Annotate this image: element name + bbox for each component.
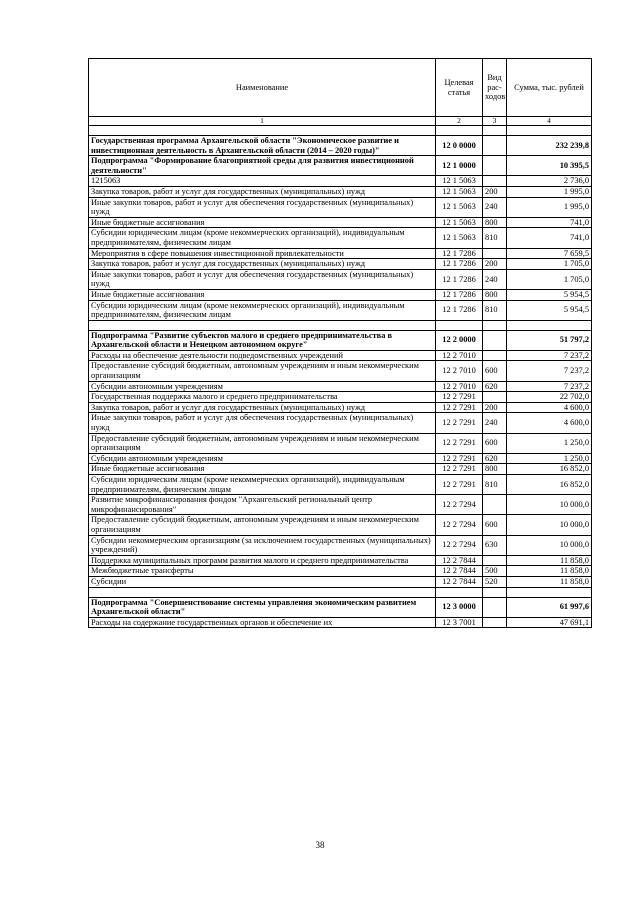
cell-article: 12 2 7291 [436,402,483,413]
spacer-row [89,587,592,597]
table-row [89,259,592,270]
cell-expense-type: 200 [483,259,507,270]
cell-expense-type: 810 [483,300,507,320]
cell-expense-type: 600 [483,433,507,453]
table-row [89,361,592,381]
cell-sum: 7 237,2 [507,361,592,381]
cell-sum: 11 858,0 [507,566,592,577]
table-header-row [89,59,592,117]
cell-name: Расходы на содержание государственных органов и обеспечение их [89,617,436,628]
header-article: Целевая статья [436,59,483,117]
empty-cell [89,587,436,597]
cell-name: Развитие микрофинансирования фондом "Архангельский региональный центр микрофинансирования" [89,495,436,515]
cell-sum: 10 000,0 [507,495,592,515]
cell-expense-type: 200 [483,402,507,413]
cell-article: 12 2 7291 [436,464,483,475]
cell-article: 12 1 7286 [436,300,483,320]
table-row [89,617,592,628]
cell-article: 12 2 7294 [436,535,483,555]
cell-article: 12 2 7291 [436,475,483,495]
table-row [89,197,592,217]
table-row [89,535,592,555]
column-number: 3 [483,117,507,126]
cell-name: Предоставление субсидий бюджетным, автономным учреждениям и иным некоммерческим организациям [89,361,436,381]
cell-sum: 5 954,5 [507,289,592,300]
cell-article: 12 2 7294 [436,495,483,515]
cell-name: Иные бюджетные ассигнования [89,217,436,228]
cell-sum: 1 995,0 [507,186,592,197]
cell-expense-type: 810 [483,475,507,495]
cell-article: 12 1 5063 [436,186,483,197]
cell-sum: 4 600,0 [507,402,592,413]
cell-sum: 16 852,0 [507,464,592,475]
cell-article: 12 1 0000 [436,156,483,176]
cell-name: Предоставление субсидий бюджетным, автономным учреждениям и иным некоммерческим организациям [89,515,436,535]
table-row [89,269,592,289]
empty-cell [507,320,592,330]
cell-expense-type: 800 [483,464,507,475]
table-row [89,381,592,392]
cell-article: 12 2 7010 [436,361,483,381]
cell-name: Субсидии некоммерческим организациям (за исключением государственных (муниципальных) учреждений) [89,535,436,555]
cell-expense-type [483,248,507,259]
cell-article: 12 2 7291 [436,392,483,403]
header-expense-type: Вид рас-ходов [483,59,507,117]
empty-cell [89,320,436,330]
table-row [89,300,592,320]
table-row [89,248,592,259]
cell-article: 12 2 7844 [436,555,483,566]
cell-expense-type: 810 [483,228,507,248]
cell-name: Иные бюджетные ассигнования [89,289,436,300]
cell-article: 12 2 0000 [436,330,483,350]
cell-name: Иные закупки товаров, работ и услуг для обеспечения государственных (муниципальных) нужд [89,197,436,217]
cell-name: Межбюджетные трансферты [89,566,436,577]
cell-sum: 61 997,6 [507,597,592,617]
cell-name: 1215063 [89,176,436,187]
cell-article: 12 1 7286 [436,269,483,289]
cell-expense-type: 520 [483,576,507,587]
table-row [89,217,592,228]
cell-article: 12 2 7294 [436,515,483,535]
header-sum: Сумма, тыс. рублей [507,59,592,117]
cell-sum: 1 705,0 [507,259,592,270]
table-row [89,402,592,413]
cell-sum: 1 995,0 [507,197,592,217]
cell-expense-type [483,597,507,617]
cell-article: 12 3 0000 [436,597,483,617]
cell-name: Субсидии [89,576,436,587]
cell-name: Закупка товаров, работ и услуг для государственных (муниципальных) нужд [89,402,436,413]
cell-article: 12 3 7001 [436,617,483,628]
table-row [89,555,592,566]
cell-article: 12 1 5063 [436,228,483,248]
table-row [89,350,592,361]
table-row [89,392,592,403]
table-row [89,453,592,464]
cell-sum: 7 237,2 [507,350,592,361]
cell-name: Субсидии юридическим лицам (кроме некоммерческих организаций), индивидуальным предпринимателям, физическим лицам [89,475,436,495]
cell-name: Закупка товаров, работ и услуг для государственных (муниципальных) нужд [89,259,436,270]
table-row [89,176,592,187]
cell-expense-type: 600 [483,515,507,535]
cell-sum: 7 237,2 [507,381,592,392]
cell-expense-type: 800 [483,289,507,300]
empty-cell [483,320,507,330]
empty-cell [436,126,483,136]
table-body [89,126,592,628]
cell-article: 12 1 7286 [436,248,483,259]
cell-article: 12 2 7291 [436,413,483,433]
table-row [89,515,592,535]
cell-sum: 5 954,5 [507,300,592,320]
cell-sum: 1 250,0 [507,433,592,453]
cell-sum: 22 702,0 [507,392,592,403]
cell-sum: 51 797,2 [507,330,592,350]
cell-name: Мероприятия в сфере повышения инвестиционной привлекательности [89,248,436,259]
cell-name: Подпрограмма "Формирование благоприятной среды для развития инвестиционной деятельности" [89,156,436,176]
empty-cell [483,126,507,136]
cell-article: 12 1 5063 [436,176,483,187]
table-row [89,566,592,577]
table-row [89,186,592,197]
cell-name: Подпрограмма "Развитие субъектов малого и среднего предпринимательства в Архангельской области и Ненецком автономном округе" [89,330,436,350]
cell-sum: 47 691,1 [507,617,592,628]
table-row [89,495,592,515]
empty-cell [436,320,483,330]
cell-sum: 11 858,0 [507,555,592,566]
cell-name: Поддержка муниципальных программ развития малого и среднего предпринимательства [89,555,436,566]
cell-expense-type [483,555,507,566]
empty-cell [507,126,592,136]
cell-name: Закупка товаров, работ и услуг для государственных (муниципальных) нужд [89,186,436,197]
cell-article: 12 2 7010 [436,350,483,361]
cell-name: Государственная программа Архангельской области "Экономическое развитие и инвестиционная деятельность в Архангельской области (2014 – 2020 годы)" [89,136,436,156]
column-number: 1 [89,117,436,126]
cell-expense-type [483,330,507,350]
cell-name: Иные закупки товаров, работ и услуг для обеспечения государственных (муниципальных) нужд [89,269,436,289]
cell-article: 12 2 7844 [436,576,483,587]
cell-expense-type: 620 [483,453,507,464]
program-row [89,597,592,617]
cell-sum: 1 705,0 [507,269,592,289]
cell-article: 12 0 0000 [436,136,483,156]
cell-article: 12 2 7844 [436,566,483,577]
cell-sum: 1 250,0 [507,453,592,464]
cell-expense-type: 630 [483,535,507,555]
cell-sum: 4 600,0 [507,413,592,433]
cell-article: 12 2 7291 [436,433,483,453]
table-row [89,464,592,475]
cell-name: Предоставление субсидий бюджетным, автономным учреждениям и иным некоммерческим организациям [89,433,436,453]
page-number: 38 [315,840,325,850]
cell-sum: 232 239,8 [507,136,592,156]
empty-cell [89,126,436,136]
column-number: 2 [436,117,483,126]
empty-cell [507,587,592,597]
cell-expense-type: 240 [483,197,507,217]
cell-expense-type [483,392,507,403]
budget-table [88,58,592,628]
cell-sum: 2 736,0 [507,176,592,187]
cell-sum: 10 395,5 [507,156,592,176]
program-row [89,156,592,176]
cell-expense-type [483,350,507,361]
cell-article: 12 1 7286 [436,289,483,300]
table-row [89,228,592,248]
cell-name: Иные закупки товаров, работ и услуг для обеспечения государственных (муниципальных) нужд [89,413,436,433]
cell-name: Иные бюджетные ассигнования [89,464,436,475]
cell-sum: 10 000,0 [507,535,592,555]
program-row [89,330,592,350]
cell-name: Расходы на обеспечение деятельности подведомственных учреждений [89,350,436,361]
cell-expense-type: 240 [483,269,507,289]
table-row [89,475,592,495]
cell-name: Субсидии автономным учреждениям [89,453,436,464]
table-row [89,289,592,300]
spacer-row [89,126,592,136]
cell-expense-type [483,176,507,187]
spacer-row [89,320,592,330]
cell-name: Подпрограмма "Совершенствование системы управления экономическим развитием Архангельской области" [89,597,436,617]
cell-article: 12 1 7286 [436,259,483,270]
empty-cell [483,587,507,597]
cell-expense-type [483,495,507,515]
empty-cell [436,587,483,597]
cell-expense-type: 600 [483,361,507,381]
cell-expense-type [483,136,507,156]
cell-article: 12 1 5063 [436,217,483,228]
cell-name: Субсидии юридическим лицам (кроме некоммерческих организаций), индивидуальным предпринимателям, физическим лицам [89,300,436,320]
cell-article: 12 2 7010 [436,381,483,392]
column-number: 4 [507,117,592,126]
cell-expense-type [483,617,507,628]
cell-sum: 7 659,5 [507,248,592,259]
header-name: Наименование [89,59,436,117]
cell-expense-type: 800 [483,217,507,228]
cell-name: Субсидии юридическим лицам (кроме некоммерческих организаций), индивидуальным предпринимателям, физическим лицам [89,228,436,248]
cell-name: Государственная поддержка малого и среднего предпринимательства [89,392,436,403]
cell-expense-type: 200 [483,186,507,197]
cell-expense-type: 620 [483,381,507,392]
cell-sum: 11 858,0 [507,576,592,587]
program-row [89,136,592,156]
cell-sum: 741,0 [507,217,592,228]
cell-sum: 16 852,0 [507,475,592,495]
column-numbers-row [89,117,592,126]
cell-expense-type: 500 [483,566,507,577]
table-row [89,413,592,433]
cell-expense-type [483,156,507,176]
cell-article: 12 1 5063 [436,197,483,217]
cell-article: 12 2 7291 [436,453,483,464]
cell-sum: 741,0 [507,228,592,248]
cell-sum: 10 000,0 [507,515,592,535]
cell-name: Субсидии автономным учреждениям [89,381,436,392]
table-row [89,576,592,587]
table-row [89,433,592,453]
cell-expense-type: 240 [483,413,507,433]
